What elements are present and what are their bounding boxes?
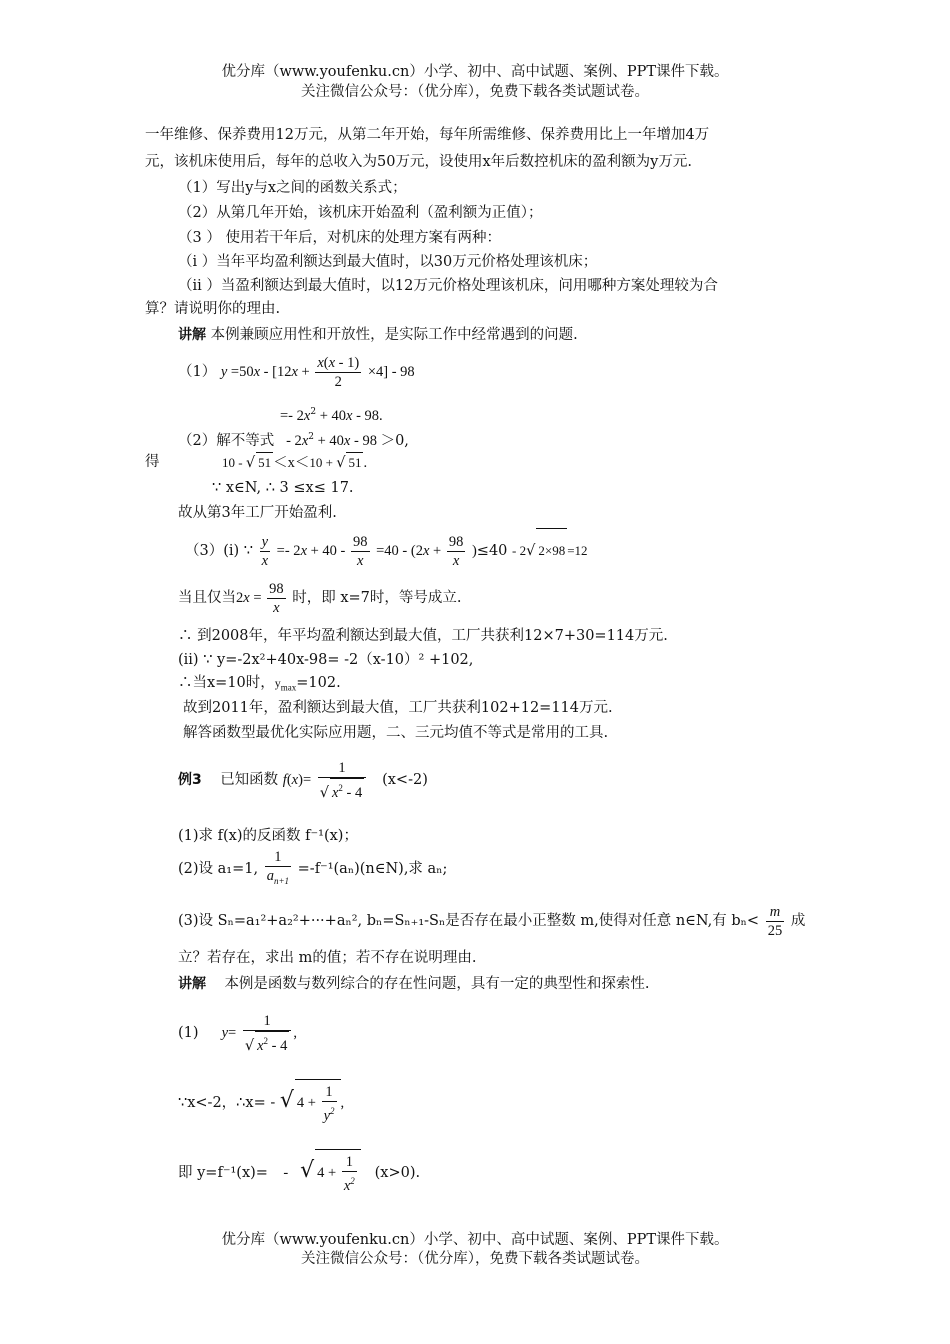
solution-2-then: 即 y=f⁻¹(x)= - √ 4 + $\frac{1}{x^2}$ (x>0). <box>178 1148 420 1196</box>
example-3-label: 例3 <box>178 772 202 788</box>
solution-2-because-text: ∵x<-2，∴x= - <box>178 1095 276 1111</box>
fraction-98-over-x-2: $\frac{98}{x}$ <box>448 533 464 569</box>
result-2008: ∴ 到2008年，年平均盈利额达到最大值，工厂共获利12×7+30=114万元. <box>178 628 668 644</box>
x10-line: ∴当x=10时，$y_{max}=102$. <box>178 675 341 693</box>
solution-2-step-1: (1) y= $\frac{1}{√ x^2 - 4}$ , <box>178 1012 297 1054</box>
solution-2-intro <box>178 974 650 994</box>
fraction-x-x-1-over-2: $\frac{x(x - 1)}{2}$ <box>317 354 360 390</box>
header-line-1: 优分库（www.youfenku.cn）小学、初中、高中试题、案例、PPT课件下载。 <box>221 64 729 80</box>
problem-line-2: 元，该机床使用后，每年的总收入为50万元，设使用x年后数控机床的盈利额为y万元. <box>145 154 692 170</box>
solution-2-label: 讲解 <box>178 976 206 992</box>
fraction-1-over-sqrt-2: $\frac{1}{√ x^2 - 4}$ <box>243 1012 292 1055</box>
solution-label: 讲解 <box>178 327 206 343</box>
step-3-prefix: （3）(i) ∵ <box>185 543 254 559</box>
example-3-q2-post: =-f⁻¹(aₙ)(n∈N),求 aₙ; <box>297 861 448 877</box>
solution-2-then-cond: (x>0). <box>374 1165 421 1181</box>
question-3-ii-cont: 算？请说明你的理由. <box>145 301 281 317</box>
solution-intro-text: 本例兼顾应用性和开放性，是实际工作中经常遇到的问题. <box>206 327 578 343</box>
question-3-i: （i ）当年平均盈利额达到最大值时，以30万元价格处理该机床； <box>178 254 598 270</box>
fraction-1-over-a-n1: $\frac{1}{a_{n+1}}$ <box>266 849 290 886</box>
example-3-q3-cont: 立？若存在，求出 m的值；若不存在说明理由. <box>178 950 477 966</box>
fraction-m-over-25: $\frac{m}{25}$ <box>767 903 783 939</box>
equality-post: 时，即 x=7时，等号成立. <box>292 590 462 606</box>
solution-step-2-range: 10 - √ 51 ＜x＜10 + √ 51 . <box>222 452 367 473</box>
step-2-suffix: ＞0, <box>380 432 409 449</box>
step-1-prefix: （1） <box>178 364 217 380</box>
step-3-le: ≤40 <box>476 543 508 559</box>
solution-2-step-1-prefix: (1) <box>178 1025 199 1041</box>
fraction-1-over-x2: $\frac{1}{x^2}$ <box>343 1153 355 1194</box>
footer-line-2: 关注微信公众号：（优分库），免费下载各类试题试卷。 <box>301 1251 649 1267</box>
solution-step-3: （3）(i) ∵ $\frac{y}{x}$ =- 2x + 40 - $\frac{98}{x}$ =40 - (2x + $\frac{98}{x}$ )≤40 - 2√ 2×98 =12 <box>185 528 588 573</box>
fraction-98-over-x: $\frac{98}{x}$ <box>353 533 368 569</box>
question-1: （1）写出y与x之间的函数关系式； <box>178 180 407 196</box>
example-3-cond: (x<-2) <box>382 772 428 788</box>
example-3-q1: (1)求 f(x)的反函数 f⁻¹(x)； <box>178 828 358 844</box>
solution-step-2: （2）解不等式 - $2x^2 + 40x - 98 >0$, <box>178 432 409 449</box>
x10-pre: ∴当x=10时， <box>178 675 275 691</box>
fraction-98-over-x-3: $\frac{98}{x}$ <box>269 580 284 616</box>
equality-pre: 当且仅当 <box>178 590 236 606</box>
equality-condition: 当且仅当2x = $\frac{98}{x}$ 时，即 x=7时，等号成立. <box>178 580 462 616</box>
solution-ii-line: (ii) ∵ y=-2x²+40x-98= -2（x-10）² +102, <box>178 652 474 668</box>
fraction-1-over-y2: $\frac{1}{y^2}$ <box>323 1083 335 1124</box>
step-3-eq: =12 <box>567 543 588 558</box>
result-2011: 故到2011年，盈利额达到最大值，工厂共获利102+12=114万元. <box>183 700 613 716</box>
example-3-q2-pre: (2)设 a₁=1, <box>178 861 259 877</box>
question-3: （3 ） 使用若干年后，对机床的处理方案有两种： <box>178 230 501 246</box>
solution-intro <box>178 325 578 345</box>
conclusion-year-3: 故从第3年工厂开始盈利. <box>178 505 337 521</box>
x10-post: =102. <box>296 675 341 691</box>
fraction-y-over-x: $\frac{y}{x}$ <box>261 533 269 569</box>
example-3: 例3 已知函数 f(x)= $\frac{1}{√ x^2 - 4}$ (x<-2) <box>178 759 428 801</box>
question-2: （2）从第几年开始，该机床开始盈利（盈利额为正值）； <box>178 205 543 221</box>
solution-2-then-text: 即 y=f⁻¹(x)= <box>178 1165 268 1181</box>
fraction-1-over-sqrt: $\frac{1}{√ x^2 - 4}$ <box>318 759 367 802</box>
remark: 解答函数型最优化实际应用题，二、三元均值不等式是常用的工具. <box>183 725 609 741</box>
footer-line-1: 优分库（www.youfenku.cn）小学、初中、高中试题、案例、PPT课件下载。 <box>221 1232 729 1248</box>
solution-2-because: ∵x<-2，∴x= - √ 4 + $\frac{1}{y^2}$ , <box>178 1078 344 1126</box>
example-3-q3 <box>178 898 805 944</box>
step-2-prefix: （2）解不等式 <box>178 432 275 449</box>
example-3-q3-end: 成 <box>790 913 806 929</box>
problem-line-1: 一年维修、保养费用12万元，从第二年开始，每年所需维修、保养费用比上一年增加4万 <box>145 127 710 143</box>
solution-step-1-simplified: =- $2x^2 + 40x - 98$. <box>280 407 383 424</box>
example-3-q3-text: (3)设 Sₙ=a₁²+a₂²+···+aₙ², bₙ=Sₙ₊₁-Sₙ是否存在最小正整数 m,使得对任意 n∈N,有 bₙ< <box>178 913 760 929</box>
question-3-ii: （ii ）当盈利额达到最大值时，以12万元价格处理该机床，问用哪种方案处理较为合 <box>178 278 718 294</box>
de-label: 得 <box>145 454 160 470</box>
example-3-stem: 已知函数 <box>220 772 279 788</box>
example-3-q2 <box>178 846 447 892</box>
header-line-2: 关注微信公众号：（优分库），免费下载各类试题试卷。 <box>301 84 649 100</box>
because-line: ∵ x∈N, ∴ 3 ≤x≤ 17. <box>212 480 354 496</box>
solution-2-intro-text: 本例是函数与数列综合的存在性问题，具有一定的典型性和探索性. <box>224 976 650 992</box>
solution-step-1: （1） y =50x - [12x + $\frac{x(x - 1)}{2}$ ×4] - 98 <box>178 354 415 390</box>
